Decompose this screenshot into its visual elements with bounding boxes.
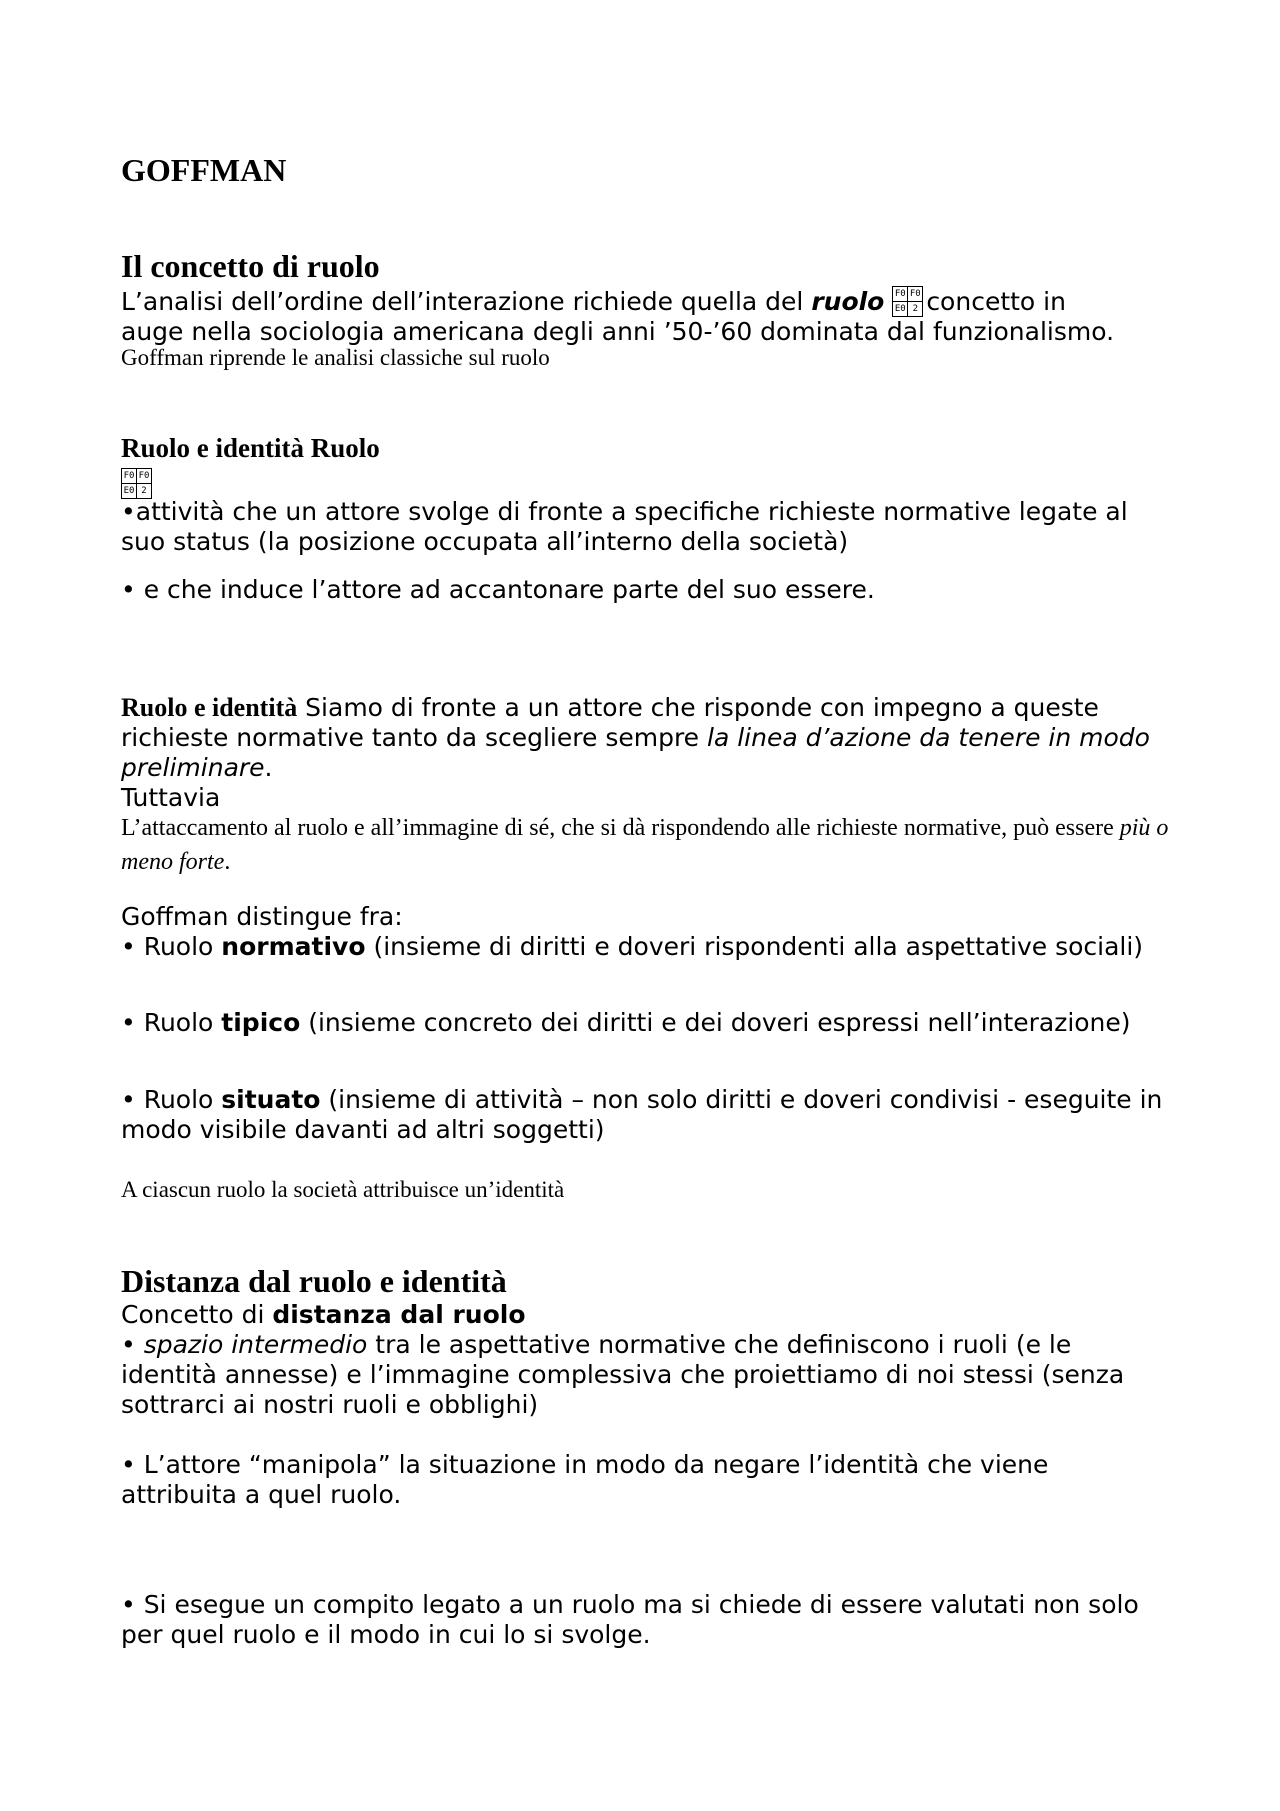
bullet-ruolo-tipico: • Ruolo tipico (insieme concreto dei diritti e dei doveri espressi nell’interazione) xyxy=(121,1008,1131,1037)
bullet-attivita: •attività che un attore svolge di fronte a specifiche richieste normative legate al suo status (la posizione occupata all’interno della società) xyxy=(121,497,1128,556)
missing-glyph-icon: F0 F0 E0 2 xyxy=(892,286,926,316)
bullet-spazio-intermedio: • spazio intermedio tra le aspettative normative che definiscono i ruoli (e le identità annesse) e l’immagine complessiva che proiettiamo di noi stessi (senza sottrarci ai nostri ruoli e obblighi) xyxy=(121,1330,1125,1419)
paragraph-attaccamento: L’attaccamento al ruolo e all’immagine di sé, che si dà rispondendo alle richieste normative, può essere più o meno forte. xyxy=(121,815,1169,875)
paragraph-concetto-distanza: Concetto di distanza dal ruolo xyxy=(121,1300,526,1329)
paragraph-goffman-riprende: Goffman riprende le analisi classiche sul ruolo xyxy=(121,345,550,370)
section-heading-ruolo-e-identita: Ruolo e identità Ruolo xyxy=(121,433,380,463)
section-heading-concetto-di-ruolo: Il concetto di ruolo xyxy=(121,248,380,284)
paragraph-analisi-ruolo: L’analisi dell’ordine dell’interazione richiede quella del ruolo F0 F0 E0 2 concetto in auge nella sociologia americana degli anni ’50-’60 dominata dal funzionalismo. xyxy=(121,287,1115,346)
paragraph-goffman-distingue: Goffman distingue fra: xyxy=(121,902,403,931)
section-heading-distanza-dal-ruolo: Distanza dal ruolo e identità xyxy=(121,1263,507,1299)
bullet-accantonare: • e che induce l’attore ad accantonare parte del suo essere. xyxy=(121,575,875,604)
word-tuttavia: Tuttavia xyxy=(121,783,221,812)
paragraph-attore-impegno: Ruolo e identità Siamo di fronte a un attore che risponde con impegno a queste richieste normative tanto da scegliere sempre la linea d’azione da tenere in modo preliminare. Tuttavia xyxy=(121,693,1150,812)
paragraph-ciascun-ruolo: A ciascun ruolo la società attribuisce un’identità xyxy=(121,1177,565,1202)
bullet-ruolo-situato: • Ruolo situato (insieme di attività – non solo diritti e doveri condivisi - eseguite in modo visibile davanti ad altri soggetti) xyxy=(121,1085,1163,1144)
bullet-manipola: • L’attore “manipola” la situazione in modo da negare l’identità che viene attribuita a quel ruolo. xyxy=(121,1450,1049,1509)
bullet-ruolo-normativo: • Ruolo normativo (insieme di diritti e doveri rispondenti alla aspettative sociali) xyxy=(121,932,1144,961)
inline-heading-ruolo-e-identita: Ruolo e identità xyxy=(121,693,298,722)
document-title: GOFFMAN xyxy=(121,152,287,188)
missing-glyph-icon: F0 F0 E0 2 xyxy=(121,468,155,498)
bullet-compito: • Si esegue un compito legato a un ruolo ma si chiede di essere valutati non solo per quel ruolo e il modo in cui lo si svolge. xyxy=(121,1590,1139,1649)
